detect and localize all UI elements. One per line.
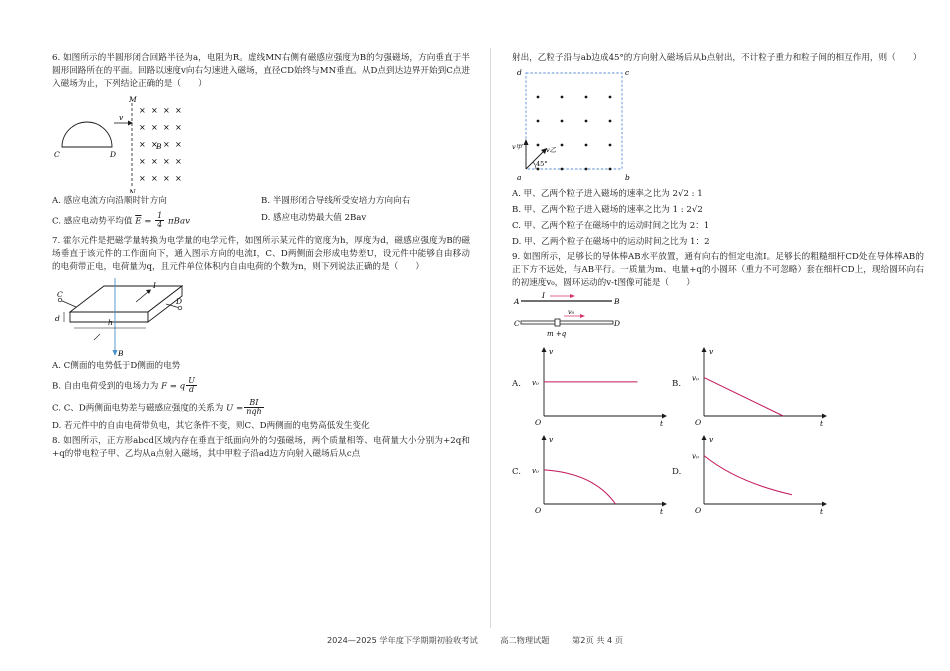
label-v0: v₀ — [568, 308, 575, 317]
vt-graph-d[interactable] — [672, 432, 832, 520]
question-8-stem-right: 射出，乙粒子沿与ab边成45°的方向射入磁场后从b点射出，不计粒子重力和粒子间的相互作用，则（ ） — [512, 53, 922, 63]
rod-ring-diagram — [512, 292, 712, 344]
right-column — [512, 52, 924, 520]
field-dot — [585, 167, 588, 170]
q7-option-b-lhs: F = q — [161, 381, 186, 392]
question-9-figure — [512, 292, 924, 344]
field-dot — [585, 119, 588, 122]
hall-element-diagram — [52, 276, 252, 358]
label-d-rod: D — [614, 319, 621, 329]
question-8-stem-left: 8. 如图所示，正方形abcd区域内存在垂直于纸面向外的匀强磁场，两个质量相等、电荷量大小分别为+2q和+q的带电粒子甲、乙均从a点射入磁场，其中甲粒子沿ad边方向射入磁场后从c点 — [52, 436, 470, 460]
v-axis-label: v — [709, 347, 714, 357]
q6-option-b[interactable]: B. 半圆形闭合导线所受安培力方向向右 — [261, 195, 411, 206]
question-7-stem: 7. 霍尔元件是把磁学量转换为电学量的电学元件，如图所示某元件的宽度为h，厚度为d，磁感应强度为B的磁场垂直于该元件的工作面向下，通入图示方向的电流I，C、D两侧面会形成电势差U，设元件中能够自由移动的电荷带正电，电荷量为q，且元件单位体积内自由电荷的个数为n，则下列说法正确的是（ ） — [52, 236, 470, 273]
label-a-corner: a — [517, 172, 522, 182]
rod-cd — [521, 321, 613, 324]
label-d: D — [176, 297, 183, 307]
q7-option-a[interactable]: A. C侧面的电势低于D侧面的电势 — [52, 361, 181, 372]
field-cross: × — [163, 139, 170, 149]
fraction-numerator: BI — [244, 399, 263, 408]
field-cross: × — [139, 105, 146, 115]
question-8-figure — [512, 67, 924, 185]
t-axis-label: t — [820, 419, 824, 429]
question-7 — [52, 235, 470, 433]
label-mq: m +q — [547, 330, 567, 339]
vt-graph-svg — [684, 432, 834, 518]
label-b-rod: B — [614, 297, 620, 307]
label-h: h — [108, 318, 113, 328]
magnetic-field-dots — [537, 95, 612, 170]
vt-graph-label: D. — [672, 467, 682, 478]
field-cross: × — [151, 105, 158, 115]
field-dot — [609, 167, 612, 170]
q6-option-c-eq: = — [144, 215, 152, 226]
q7-option-c-fraction — [244, 399, 263, 417]
v-axis-label: v — [549, 347, 554, 357]
field-cross: × — [175, 173, 182, 183]
q6-option-a[interactable]: A. 感应电流方向沿顺时针方向 — [52, 195, 167, 206]
field-dot — [537, 143, 540, 146]
q7-option-c-text: C. C、D两侧面电势差与磁感应强度的关系为 — [52, 403, 224, 414]
fraction-numerator: U — [188, 375, 195, 385]
t-axis-label: t — [660, 507, 664, 517]
field-cross: × — [151, 156, 158, 166]
vt-curve — [704, 456, 792, 495]
label-n: N — [129, 187, 136, 193]
inner-arrow — [94, 334, 100, 340]
field-dot — [561, 143, 564, 146]
v-axis-arrow — [702, 347, 707, 352]
vt-graph-label: C. — [512, 467, 522, 478]
question-9 — [512, 251, 924, 520]
question-8-part-2 — [512, 52, 924, 248]
t-axis-arrow — [662, 502, 667, 507]
label-v-jia: v甲 — [512, 142, 523, 151]
question-6 — [52, 52, 470, 231]
velocity-jia-head — [524, 139, 529, 145]
field-cross: × — [139, 156, 146, 166]
v0-label: v₀ — [692, 452, 699, 461]
q7-option-c-lhs: U = — [226, 403, 244, 414]
origin-label: O — [695, 418, 702, 428]
label-i: I — [153, 281, 156, 291]
footer-exam-name: 2024—2025 学年度下学期期初验收考试 — [326, 635, 478, 645]
v-axis-arrow — [702, 435, 707, 440]
origin-label: O — [535, 418, 542, 428]
field-dot — [585, 143, 588, 146]
vt-graph-svg — [524, 432, 674, 518]
field-dot — [609, 119, 612, 122]
question-6-stem: 6. 如图所示的半圆形闭合回路半径为a，电阻为R。虚线MN右侧有磁感应强度为B的匀强磁场，方向垂直于半圆形回路所在的平面。回路以速度v向右匀速进入磁场，直径CD始终与MN垂直。从D点到达边界开始到C点进入磁场为止，下列结论正确的是（ ） — [52, 53, 470, 89]
field-dot — [609, 95, 612, 98]
v0-label: v₀ — [532, 467, 539, 476]
field-cross: × — [151, 122, 158, 132]
field-cross: × — [139, 122, 146, 132]
vt-graph-label: B. — [672, 379, 682, 390]
label-m: M — [129, 94, 137, 104]
terminal-d — [178, 306, 182, 310]
v-axis-label: v — [709, 435, 714, 445]
v-axis-arrow — [542, 435, 547, 440]
label-a-rod: A — [514, 297, 520, 307]
label-b-corner: b — [625, 172, 630, 182]
fraction-numerator: 1 — [157, 210, 163, 220]
vt-graph-b[interactable] — [672, 344, 832, 432]
label-c-rod: C — [514, 319, 520, 329]
label-v-yi: v乙 — [546, 145, 557, 154]
field-cross: × — [139, 139, 146, 149]
vt-curve — [544, 470, 616, 504]
label-d-corner: d — [517, 67, 522, 77]
v0-label: v₀ — [692, 374, 699, 383]
q6-option-c-fraction — [155, 212, 164, 230]
field-dot — [561, 167, 564, 170]
q6-option-c[interactable] — [52, 212, 261, 230]
field-cross: × — [175, 122, 182, 132]
t-axis-label: t — [820, 507, 824, 517]
vt-graph-a[interactable] — [512, 344, 672, 432]
v0-arrow-head — [580, 314, 585, 318]
q7-option-d[interactable]: D. 若元件中的自由电荷带负电，其它条件不变，则C、D两侧面的电势高低发生变化 — [52, 421, 370, 432]
label-c: C — [57, 290, 63, 300]
field-cross: × — [175, 105, 182, 115]
question-6-options — [52, 193, 470, 232]
fraction-denominator: 4 — [157, 219, 163, 229]
t-axis-arrow — [662, 414, 667, 419]
field-cross: × — [163, 105, 170, 115]
question-9-stem: 9. 如图所示，足够长的导体棒AB水平放置，通有向右的恒定电流I。足够长的粗糙细杆CD处在导体棒AB的正下方不远处，与AB平行。一质量为m、电量+q的小圆环（重力不可忽略）套在细杆CD上，现给圆环向右的初速度v₀，圆环运动的v-t图像可能是（ ） — [512, 252, 924, 289]
terminal-c-wire — [60, 300, 76, 307]
field-cross: × — [151, 139, 158, 149]
vt-graph-options — [512, 344, 832, 520]
field-cross: × — [163, 173, 170, 183]
column-divider — [490, 48, 491, 628]
q8-option-a[interactable]: A. 甲、乙两个粒子进入磁场的速率之比为 2√2 : 1 — [512, 188, 703, 199]
field-dot — [561, 119, 564, 122]
field-dot — [561, 95, 564, 98]
q6-option-c-lhs: $\overline{E}$ — [135, 215, 142, 226]
footer-page-number: 第2页 共 4 页 — [572, 635, 624, 645]
field-cross: × — [175, 139, 182, 149]
page-footer — [0, 634, 950, 646]
q8-option-d[interactable]: D. 甲、乙两个粒子在磁场中的运动时间之比为 1：2 — [512, 236, 710, 247]
v-axis-arrow — [542, 347, 547, 352]
field-cross: × — [139, 173, 146, 183]
vt-curve — [704, 378, 783, 416]
field-dot — [537, 167, 540, 170]
question-7-figure — [52, 276, 470, 358]
vt-graph-svg — [684, 344, 834, 430]
semicircle-loop — [62, 122, 112, 147]
label-current: I — [542, 292, 545, 301]
field-cross: × — [163, 122, 170, 132]
footer-subject: 高二物理试题 — [500, 635, 550, 645]
t-axis-arrow — [822, 502, 827, 507]
q6-option-d[interactable]: D. 感应电动势最大值 2Bav — [261, 212, 367, 223]
field-cross: × — [163, 156, 170, 166]
label-b: B — [118, 349, 124, 359]
question-6-figure — [52, 93, 470, 193]
semicircle-field-diagram — [52, 93, 252, 193]
q8-option-c[interactable]: C. 甲、乙两个粒子在磁场中的运动时间之比为 2：1 — [512, 220, 710, 231]
fraction-denominator: d — [189, 385, 195, 395]
q7-option-b-text: B. 自由电荷受到的电场力为 — [52, 381, 159, 392]
left-column — [52, 52, 470, 463]
v-axis-label: v — [549, 435, 554, 445]
field-dot — [609, 143, 612, 146]
ring — [555, 319, 560, 326]
field-arrow-head — [113, 350, 118, 356]
origin-label: O — [535, 506, 542, 516]
vt-graph-c[interactable] — [512, 432, 672, 520]
label-c-corner: c — [625, 67, 630, 77]
q7-option-b-fraction — [186, 377, 197, 395]
vt-graph-svg — [524, 344, 674, 430]
q7-option-c[interactable] — [52, 399, 470, 417]
label-b: B — [156, 141, 162, 151]
origin-label: O — [695, 506, 702, 516]
label-d-thickness: d — [55, 314, 60, 324]
field-dot — [537, 95, 540, 98]
field-dot — [537, 119, 540, 122]
q8-option-b[interactable]: B. 甲、乙两个粒子进入磁场的速率之比为 1 : 2√2 — [512, 204, 703, 215]
t-axis-label: t — [660, 419, 664, 429]
q6-option-c-text: C. 感应电动势平均值 — [52, 215, 133, 226]
vt-graph-label: A. — [512, 379, 521, 390]
fraction-denominator: nqh — [246, 407, 262, 417]
question-8-part-1 — [52, 435, 470, 461]
field-dot — [585, 95, 588, 98]
v0-label: v₀ — [532, 379, 539, 388]
field-cross: × — [175, 156, 182, 166]
label-c: C — [54, 149, 60, 159]
label-d: D — [110, 149, 117, 159]
t-axis-arrow — [822, 414, 827, 419]
q7-option-b[interactable] — [52, 377, 470, 395]
field-cross: × — [151, 173, 158, 183]
square-field-diagram — [512, 67, 712, 185]
q6-option-c-post: πBav — [168, 215, 190, 226]
velocity-label: v — [119, 112, 124, 122]
current-arrow-head — [570, 294, 575, 298]
label-angle: 45° — [536, 159, 548, 168]
